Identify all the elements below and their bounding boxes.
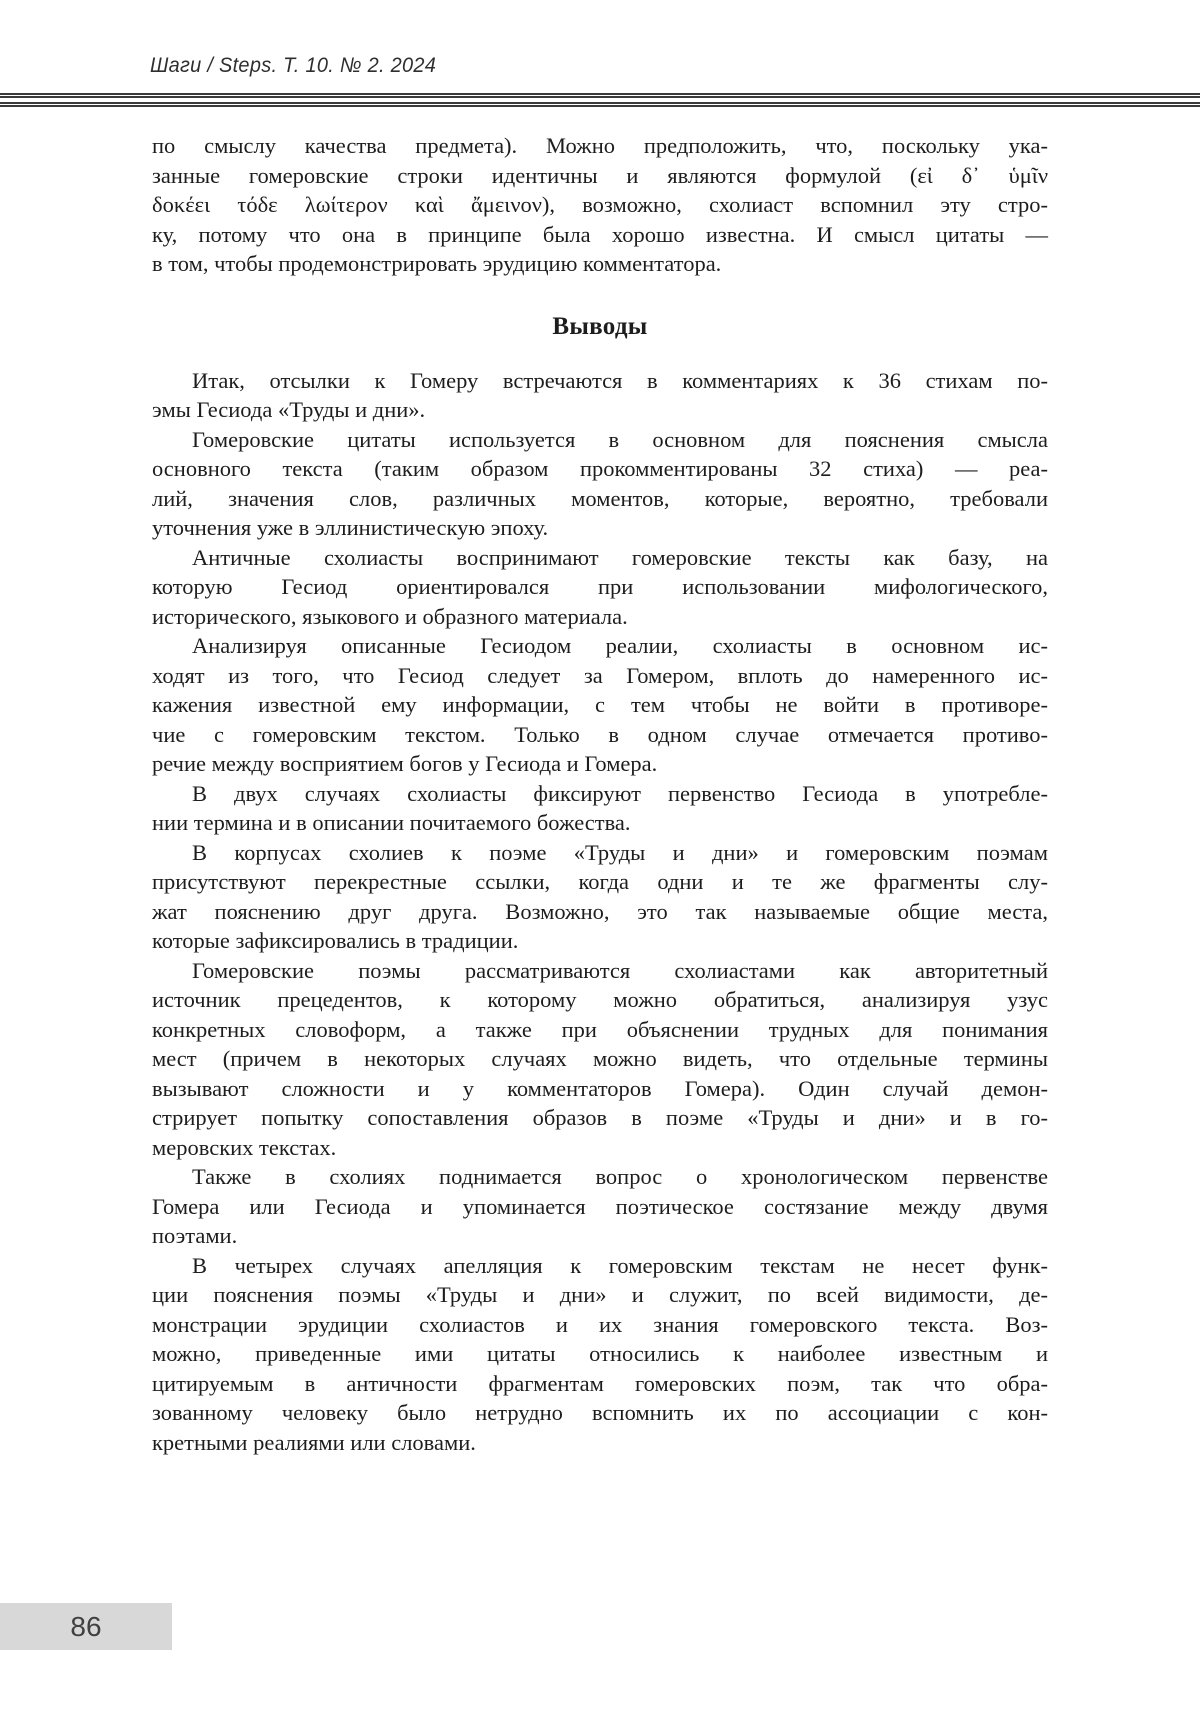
text-line: речие между восприятием богов у Гесиода и Гомера. — [152, 751, 658, 776]
text-line: можно, приведенные ими цитаты относились к наиболее известным и — [152, 1341, 1048, 1366]
paragraph — [152, 425, 1048, 543]
paragraph — [152, 366, 1048, 425]
section-heading: Выводы — [552, 312, 648, 340]
text-line: занные гомеровские строки идентичны и являются формулой (εἰ δ᾽ ὑμῖν — [152, 162, 1048, 188]
text-line: эмы Гесиода «Труды и дни». — [152, 397, 426, 422]
text-line: Гомеровские цитаты используется в основном для пояснения смысла — [192, 426, 1048, 452]
text-line: чие с гомеровским текстом. Только в одном случае отмечается противо- — [152, 721, 1048, 747]
paragraph — [152, 838, 1048, 956]
text-line: В двух случаях схолиасты фиксируют первенство Гесиода в употребле- — [192, 780, 1048, 806]
page-number-box — [0, 1603, 172, 1650]
text-line: по смыслу качества предмета). Можно предположить, что, поскольку ука- — [152, 133, 1048, 158]
text-line: δοκέει τόδε λωίτερον καὶ ἄμεινον), возможно, схолиаст вспомнил эту стро- — [152, 192, 1048, 217]
article-body — [152, 131, 1048, 1457]
text-line: источник прецедентов, к которому можно обратиться, анализируя узус — [152, 987, 1048, 1012]
text-line: стрирует попытку сопоставления образов в поэме «Труды и дни» и в го- — [152, 1105, 1048, 1130]
text-line: Итак, отсылки к Гомеру встречаются в комментариях к 36 стихам по- — [192, 367, 1048, 393]
text-line: поэтами. — [152, 1223, 238, 1248]
header-divider-line-bottom — [0, 102, 1200, 107]
running-header: Шаги / Steps. Т. 10. № 2. 2024 — [150, 54, 437, 77]
paragraph — [152, 1251, 1048, 1458]
text-line: Также в схолиях поднимается вопрос о хронологическом первенстве — [192, 1164, 1048, 1189]
text-line: которую Гесиод ориентировался при использовании мифологического, — [152, 574, 1048, 599]
text-line: Античные схолиасты воспринимают гомеровские тексты как базу, на — [192, 544, 1048, 570]
header-divider — [0, 93, 1200, 107]
paragraph — [152, 631, 1048, 779]
text-line: зованному человеку было нетрудно вспомнить их по ассоциации с кон- — [152, 1400, 1048, 1425]
text-line: В четырех случаях апелляция к гомеровским текстам не несет функ- — [192, 1252, 1048, 1278]
text-line: Гомеровские поэмы рассматриваются схолиастами как авторитетный — [192, 957, 1048, 983]
paragraph — [152, 779, 1048, 838]
text-line: монстрации эрудиции схолиастов и их знания гомеровского текста. Воз- — [152, 1311, 1048, 1337]
text-line: кажения известной ему информации, с тем чтобы не войти в противоре- — [152, 692, 1048, 717]
text-line: вызывают сложности и у комментаторов Гомера). Один случай демон- — [152, 1075, 1048, 1101]
text-line: меровских текстах. — [152, 1134, 337, 1160]
text-line: жат пояснению друг друга. Возможно, это так называемые общие места, — [152, 898, 1048, 924]
text-line: кретными реалиями или словами. — [152, 1429, 476, 1455]
text-line: лий, значения слов, различных моментов, которые, вероятно, требовали — [152, 485, 1048, 511]
text-line: исторического, языкового и образного материала. — [152, 603, 628, 629]
text-line: ку, потому что она в принципе была хорошо известна. И смысл цитаты — — [152, 221, 1048, 247]
paragraph — [152, 956, 1048, 1163]
text-line: основного текста (таким образом прокомментированы 32 стиха) — реа- — [152, 456, 1048, 481]
header-divider-line-top — [0, 93, 1200, 98]
text-line: ходят из того, что Гесиод следует за Гомером, вплоть до намеренного ис- — [152, 662, 1048, 688]
text-line: уточнения уже в эллинистическую эпоху. — [152, 515, 549, 540]
paragraph — [152, 131, 1048, 279]
text-line: нии термина и в описании почитаемого божества. — [152, 810, 631, 835]
text-line: ции пояснения поэмы «Труды и дни» и служит, по всей видимости, де- — [152, 1282, 1048, 1307]
text-line: в том, чтобы продемонстрировать эрудицию комментатора. — [152, 251, 722, 276]
text-line: цитируемым в античности фрагментам гомеровских поэм, так что обра- — [152, 1370, 1048, 1396]
text-line: конкретных словоформ, а также при объяснении трудных для понимания — [152, 1016, 1048, 1042]
text-line: которые зафиксировались в традиции. — [152, 928, 519, 953]
text-line: Гомера или Гесиода и упоминается поэтическое состязание между двумя — [152, 1193, 1048, 1219]
text-line: присутствуют перекрестные ссылки, когда одни и те же фрагменты слу- — [152, 869, 1048, 894]
paragraph — [152, 1162, 1048, 1251]
paragraph — [152, 543, 1048, 632]
text-line: Анализируя описанные Гесиодом реалии, схолиасты в основном ис- — [192, 633, 1048, 658]
text-line: В корпусах схолиев к поэме «Труды и дни» и гомеровским поэмам — [192, 839, 1048, 865]
text-line: мест (причем в некоторых случаях можно видеть, что отдельные термины — [152, 1046, 1048, 1071]
page-number: 86 — [70, 1610, 102, 1642]
